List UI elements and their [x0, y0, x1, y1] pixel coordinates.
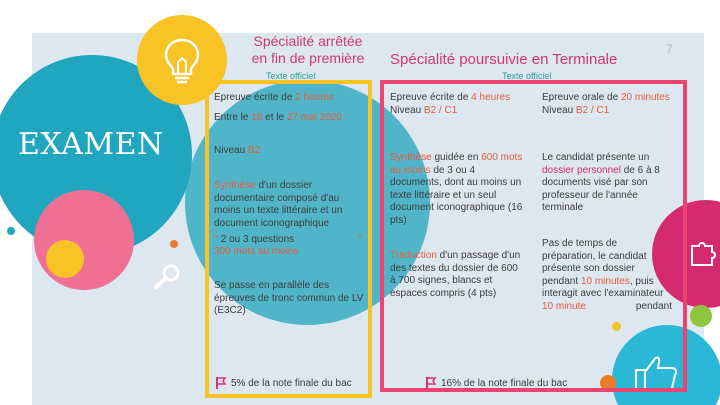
- left-synthesis-keyword: Synthèse: [214, 180, 256, 191]
- left-questions-text: 2 ou 3 questions: [220, 234, 295, 245]
- decor-dot-orange: [170, 240, 178, 248]
- column-separator: [533, 88, 534, 378]
- decor-circle-pink: [34, 190, 134, 290]
- flag-icon: [215, 376, 227, 390]
- left-duration-text: Epreuve écrite de: [214, 92, 296, 103]
- right-dossier-keyword: dossier personnel: [542, 164, 621, 176]
- decor-circle-yellow-small: [46, 240, 84, 278]
- right-presentation-duration: 10 minutes: [580, 275, 630, 287]
- left-duration: [214, 92, 364, 105]
- right-level-text: Niveau: [542, 104, 576, 116]
- left-duration-value: 2 heures: [295, 92, 335, 103]
- mid-level-text: Niveau: [390, 104, 424, 116]
- left-heading-line1: Spécialité arrêtée: [253, 33, 363, 49]
- official-text-link-left[interactable]: Texte officiel: [266, 71, 316, 81]
- right-duration: [542, 92, 677, 117]
- mid-synthesis-text: guidée en: [431, 152, 482, 163]
- left-level-value: B2: [247, 145, 261, 156]
- mid-duration-text: Epreuve écrite de: [390, 92, 472, 103]
- page-number: 7: [666, 42, 673, 56]
- right-presentation-text: Pas de temps de préparation, le candidat présente son dossier pendant: [542, 238, 647, 287]
- left-synthesis-text: d'un dossier documentaire composé d'au moins un texte littéraire et un document iconographique: [214, 180, 343, 229]
- mid-synthesis-keyword: Synthèse: [390, 152, 432, 163]
- right-presentation-rest: , puis interagit avec l'examinateur: [542, 275, 664, 299]
- official-text-link-right[interactable]: Texte officiel: [502, 71, 552, 81]
- right-presentation-duration2: 10 minute: [542, 300, 586, 312]
- right-presentation: [542, 238, 672, 313]
- left-dates-start: 18: [251, 112, 263, 123]
- left-weight-note: [215, 376, 352, 390]
- left-heading: [228, 33, 388, 67]
- left-questions: ° 2 ou 3 questions °: [214, 234, 362, 245]
- right-weight-note: [425, 376, 567, 390]
- left-level: [214, 145, 364, 158]
- left-dates-end: 27 mai 2020: [286, 112, 342, 123]
- right-level-value: B2 / C1: [575, 104, 610, 116]
- left-heading-line2: en fin de première: [251, 50, 365, 66]
- mid-duration-value: 4 heures: [471, 92, 511, 103]
- left-dates: [214, 112, 364, 125]
- puzzle-icon: [688, 238, 718, 268]
- left-synthesis: [214, 180, 362, 230]
- mid-synthesis-rest: de 3 ou 4 documents, dont au moins un texte littéraire et un seul document iconographique (16 pts): [390, 164, 523, 226]
- decor-dot-teal: [7, 227, 15, 235]
- left-level-text: Niveau: [214, 145, 248, 156]
- mid-translation: [390, 250, 525, 300]
- right-duration-text: Epreuve orale de: [542, 92, 621, 103]
- mid-synthesis: [390, 152, 525, 227]
- examen-title: EXAMEN: [18, 127, 164, 162]
- left-dates-mid: et le: [262, 112, 287, 123]
- mid-translation-text: d'un passage d'un des textes du dossier de 600 à 700 signes, blancs et espaces compris (4 pts): [390, 250, 521, 299]
- right-presentation-pendant: pendant: [635, 300, 672, 312]
- right-heading: Spécialité poursuivie en Terminale: [390, 51, 618, 68]
- mid-duration: [390, 92, 525, 117]
- magnifier-icon: [150, 262, 184, 290]
- left-words: 300 mots au moins: [214, 246, 299, 257]
- right-weight-text: 16% de la note finale du bac: [441, 377, 568, 389]
- lightbulb-icon: [160, 36, 204, 86]
- left-weight-text: 5% de la note finale du bac: [231, 377, 352, 389]
- flag-icon: [425, 376, 437, 390]
- mid-level-value: B2 / C1: [423, 104, 458, 116]
- right-duration-value: 20 minutes: [620, 92, 670, 103]
- mid-synthesis-words: 600 mots au moins: [390, 152, 523, 176]
- mid-translation-keyword: Traduction: [390, 250, 437, 261]
- right-dossier-rest: de 6 à 8 documents visé par son professeur de l'année terminale: [542, 164, 660, 213]
- right-dossier-text: Le candidat présente un: [542, 152, 650, 163]
- left-parallel: Se passe en parallèle des épreuves de tronc commun de LV (E3C2): [214, 280, 364, 316]
- right-dossier: [542, 152, 672, 215]
- decor-dot-green: [690, 305, 712, 327]
- left-dates-text: Entre le: [214, 112, 252, 123]
